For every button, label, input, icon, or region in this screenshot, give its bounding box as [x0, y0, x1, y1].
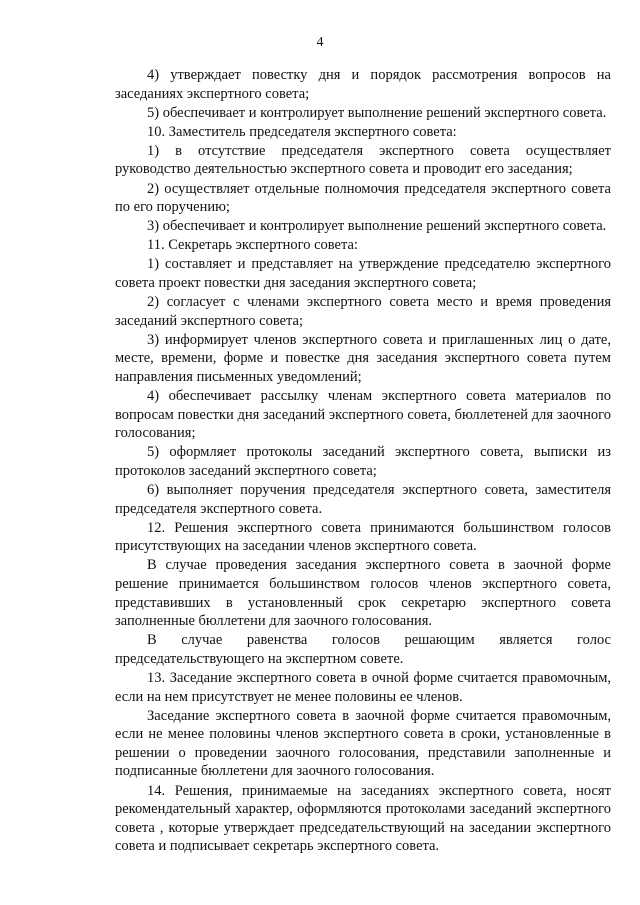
- section-heading-10: 10. Заместитель председателя экспертного совета:: [147, 123, 457, 140]
- paragraph: 3) информирует членов экспертного совета и приглашенных лиц о дате, месте, времени, форме и повестке дня заседания экспертного совета путем направления письменных уведомлений;: [115, 331, 611, 385]
- paragraph: 5) оформляет протоколы заседаний экспертного совета, выписки из протоколов заседаний экспертного совета;: [115, 444, 611, 479]
- paragraph: 4) утверждает повестку дня и порядок рассмотрения вопросов на заседаниях экспертного совета;: [115, 67, 611, 102]
- section-12: 12. Решения экспертного совета принимаются большинством голосов присутствующих на заседании членов экспертного совета.: [115, 519, 611, 555]
- paragraph: В случае равенства голосов решающим является голос председательствующего на экспертном совете.: [115, 632, 611, 667]
- paragraph: 6) выполняет поручения председателя экспертного совета, заместителя председателя экспертного совета.: [115, 482, 611, 517]
- section-heading-11: 11. Секретарь экспертного совета:: [147, 237, 358, 254]
- paragraph: 4) обеспечивает рассылку членам экспертного совета материалов по вопросам повестки дня заседаний экспертного совета, бюллетеней для заочного голосования;: [115, 388, 611, 442]
- paragraph: 1) в отсутствие председателя экспертного совета осуществляет руководство деятельностью экспертного совета и проводит его заседания;: [115, 142, 611, 178]
- paragraph: 1) составляет и представляет на утверждение председателю экспертного совета проект повестки дня заседания экспертного совета;: [115, 256, 611, 292]
- paragraph: В случае проведения заседания экспертного совета в заочной форме решение принимается большинством голосов членов экспертного совета, представивших в установленный срок секретарю экспертного совета заполненные бюллетени для заочного голосования.: [115, 557, 611, 630]
- paragraph: Заседание экспертного совета в заочной форме считается правомочным, если не менее половины членов экспертного совета в сроки, установленные в решении о проведении заочного голосования, представили заполненные и подписанные бюллетени для заочного голосования.: [115, 707, 611, 780]
- paragraph: 3) обеспечивает и контролирует выполнение решений экспертного совета.: [147, 218, 607, 235]
- section-13: 13. Заседание экспертного совета в очной форме считается правомочным, если на нем присутствует не менее половины ее членов.: [115, 670, 611, 705]
- paragraph: 2) осуществляет отдельные полномочия председателя экспертного совета по его поручению;: [115, 180, 611, 216]
- document-body: [115, 66, 611, 856]
- paragraph: 5) обеспечивает и контролирует выполнение решений экспертного совета.: [147, 104, 607, 121]
- section-14: 14. Решения, принимаемые на заседаниях экспертного совета, носят рекомендательный характер, оформляются протоколами заседаний экспертного совета , которые утверждает председательствующий на заседании экспертного совета и подписывает секретарь экспертного совета.: [115, 782, 611, 855]
- page-number: 4: [316, 35, 324, 50]
- paragraph: 2) согласует с членами экспертного совета место и время проведения заседаний экспертного совета;: [115, 294, 611, 329]
